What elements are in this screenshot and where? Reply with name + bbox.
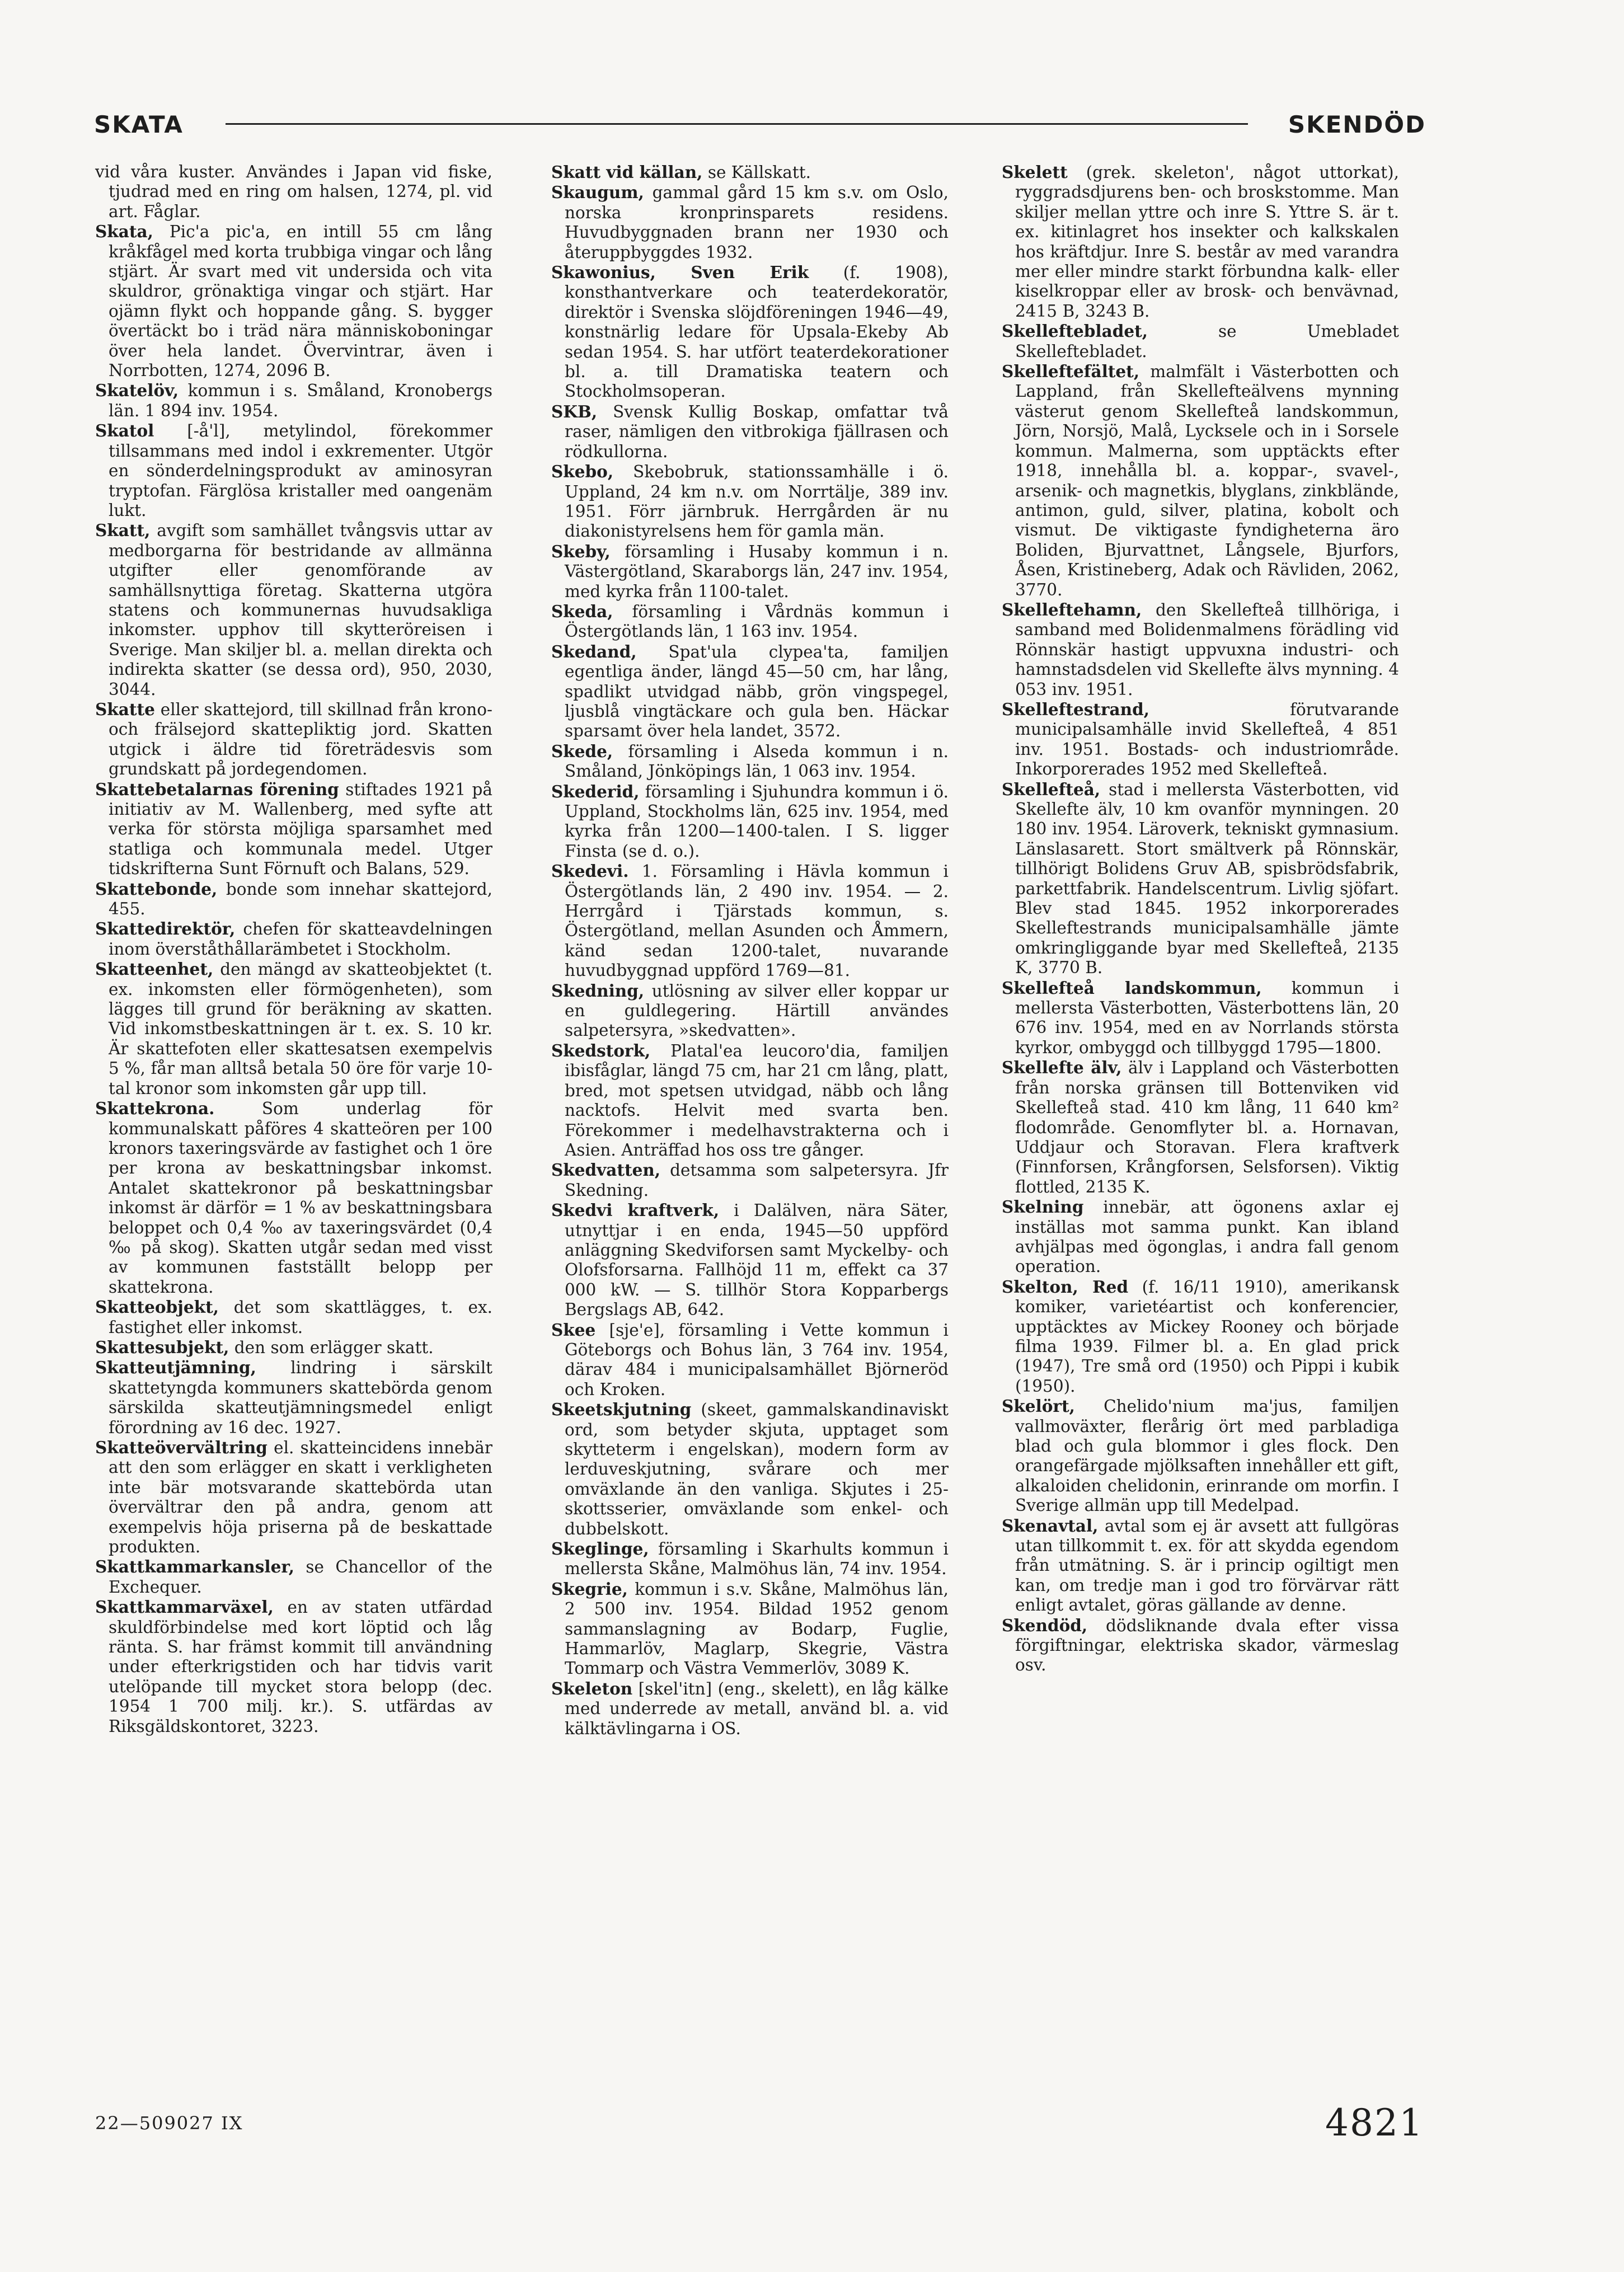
entry-text: [sje'e], församling i Vette kommun i Göteborgs och Bohus län, 3 764 inv. 1954, därav 484 i municipalsamhället Björneröd och Kroken. [565, 1320, 949, 1399]
entry-text: älv i Lappland och Västerbotten från norska gränsen till Bottenviken vid Skellefteå stad. 410 km lång, 11 640 km² flodområde. Genomflyter bl. a. Hornavan, Uddjaur och Storavan. Flera kraftverk (Finnforsen, Krångforsen, Selsforsen). Viktig flottled, 2135 K. [1015, 1058, 1399, 1196]
dictionary-entry [95, 520, 492, 700]
entry-headword: Skendöd, [1002, 1615, 1088, 1635]
entry-text: stiftades 1921 på initiativ av M. Wallenberg, med syfte att verka för största möjliga sparsamhet med statliga och kommunala medel. Utger tidskrifterna Sunt Förnuft och Balans, 529. [109, 780, 492, 879]
entry-headword: Skedvatten, [551, 1160, 661, 1180]
dictionary-entry [551, 642, 949, 741]
entry-headword: Skatteövervältring [95, 1438, 267, 1457]
entry-text: Svensk Kullig Boskap, omfattar två raser, nämligen den vitbrokiga fjällrasen och rödkullorna. [565, 402, 949, 461]
dictionary-entry [551, 981, 949, 1041]
entry-headword: Skelleftestrand, [1002, 699, 1150, 719]
dictionary-entry [1002, 362, 1399, 600]
entry-text: församling i Skarhults kommun i mellersta Skåne, Malmöhus län, 74 inv. 1954. [565, 1539, 949, 1579]
entry-headword: Skeglinge, [551, 1539, 649, 1559]
entry-text: [skel'itn] (eng., skelett), en låg kälke med underrede av metall, använd bl. a. vid kälktävlingarna i OS. [565, 1679, 949, 1738]
dictionary-entry [1002, 1197, 1399, 1277]
dictionary-entry [1002, 600, 1399, 700]
dictionary-entry [95, 700, 492, 780]
entry-text: eller skattejord, till skillnad från krono- och frälsejord skattepliktig jord. Skatten utgick i äldre tid företrädesvis som grundskatt på jordegendomen. [109, 700, 492, 779]
entry-headword: SKB, [551, 401, 598, 421]
entry-text: församling i Sjuhundra kommun i ö. Uppland, Stockholms län, 625 inv. 1954, med kyrka från 1200—1400-talen. I S. ligger Finsta (se d. o.). [565, 782, 949, 861]
entry-text: kommun i s.v. Skåne, Malmöhus län, 2 500 inv. 1954. Bildad 1952 genom sammanslagning av Bodarp, Fuglie, Hammarlöv, Maglarp, Skegrie, Västra Tommarp och Västra Vemmerlöv, 3089 K. [565, 1579, 949, 1678]
entry-text: Skebobruk, stationssamhälle i ö. Uppland, 24 km n.v. om Norrtälje, 389 inv. 1951. Förr järnbruk. Herrgården är nu diakonistyrelsens hem för gamla män. [565, 462, 949, 541]
entry-headword: Skedvi kraftverk, [551, 1200, 720, 1221]
entry-headword: Skeleton [551, 1678, 633, 1698]
entry-headword: Skellefte älv, [1002, 1058, 1122, 1078]
entry-text: det som skattlägges, t. ex. fastighet eller inkomst. [109, 1298, 492, 1337]
dictionary-entry [95, 421, 492, 520]
dictionary-entry [95, 780, 492, 879]
entry-headword: Skattedirektör, [95, 919, 236, 939]
dictionary-entry [1002, 1516, 1399, 1616]
dictionary-entry [95, 959, 492, 1099]
entry-headword: Skeby, [551, 541, 611, 561]
entry-text: den mängd av skatteobjektet (t. ex. inkomsten eller förmögenheten), som lägges till grund för beräkning av skatten. Vid inkomstbeskattningen är t. ex. S. 10 kr. Är skattefoten eller skattesatsen exempelvis 5 %, får man alltså betala 50 öre för varje 10-tal kronor som inkomsten går upp till. [109, 960, 492, 1098]
dictionary-entry [551, 741, 949, 782]
entry-headword: Skatteutjämning, [95, 1358, 256, 1378]
entry-headword: Skee [551, 1320, 596, 1340]
dictionary-entry [95, 1099, 492, 1297]
entry-text: kommun i mellersta Västerbotten, Västerbottens län, 20 676 inv. 1954, med en av Norrlands största kyrkor, ombyggd och tillbyggd 1795—1800. [1015, 978, 1399, 1057]
dictionary-entry [1002, 1616, 1399, 1675]
entry-headword: Skedstork, [551, 1040, 651, 1060]
dictionary-entry [95, 1597, 492, 1736]
entry-headword: Skedning, [551, 980, 645, 1001]
entry-text: församling i Husaby kommun i n. Västergötland, Skaraborgs län, 247 inv. 1954, med kyrka från 1100-talet. [565, 542, 949, 601]
dictionary-entry [551, 1579, 949, 1679]
entry-headword: Skatt, [95, 520, 151, 541]
entry-text: (f. 1908), konsthantverkare och teaterdekoratör, direktör i Svenska slöjdföreningen 1946—49, konstnärlig ledare för Upsala-Ekeby Ab sedan 1954. S. har utfört teaterdekorationer bl. a. till Dramatiska teatern och Stockholmsoperan. [565, 263, 949, 401]
entry-headword: Skeetskjutning [551, 1400, 692, 1420]
entry-text: Som underlag för kommunalskatt påföres 4 skatteören per 100 kronors taxeringsvärde av fastighet och 1 öre per krona av beskattningsbar inkomst. Antalet skattekronor på beskattningsbar inkomst är därför = 1 % av beskattningsbara beloppet och 0,4 ‰ av taxeringsvärdet (0,4 ‰ på skog). Skatten utgår sedan med visst av kommunen fastställt belopp per skattekrona. [109, 1099, 492, 1297]
entry-text: Platal'ea leucoro'dia, familjen ibisfåglar, längd 75 cm, har 21 cm lång, platt, bred, mot spetsen utvidgad, näbb och lång nacktofs. Helvit med svarta ben. Förekommer i medelhavstrakterna och i Asien. Anträffad hos oss tre gånger. [565, 1041, 949, 1160]
dictionary-entry [95, 381, 492, 421]
entry-text: se Chancellor of the Exchequer. [109, 1557, 492, 1597]
entry-headword: Skegrie, [551, 1579, 628, 1599]
entry-text: vid våra kuster. Användes i Japan vid fiske, tjudrad med en ring om halsen, 1274, pl. vid art. Fåglar. [95, 162, 492, 221]
entry-text: se Källskatt. [702, 163, 811, 182]
entry-text: chefen för skatteavdelningen inom överståthållarämbetet i Stockholm. [109, 919, 492, 959]
dictionary-entry [551, 1200, 949, 1320]
header-first-word: SKATA [94, 111, 184, 138]
entry-text: en av staten utfärdad skuldförbindelse med kort löptid och låg ränta. S. har främst kommit till användning under efterkrigstiden och har tidvis varit utelöpande till mycket stora belopp (dec. 1954 1 700 milj. kr.). S. utfärdas av Riksgäldskontoret, 3223. [109, 1598, 492, 1736]
entry-headword: Skattesubjekt, [95, 1337, 229, 1357]
entry-headword: Skede, [551, 741, 613, 761]
entry-headword: Skata, [95, 222, 153, 242]
entry-text: kommun i s. Småland, Kronobergs län. 1 894 inv. 1954. [109, 381, 492, 420]
entry-text: innebär, att ögonens axlar ej inställas mot samma punkt. Kan ibland avhjälpas med ögonglas, i andra fall genom operation. [1015, 1198, 1399, 1276]
entry-text: avtal som ej är avsett att fullgöras utan tillkommit t. ex. för att skydda egendom från utmätning. S. är i princip ogiltigt men kan, om tredje man i god tro förvärvar rätt enligt avtalet, göras gällande av denne. [1015, 1516, 1399, 1615]
entry-headword: Skedand, [551, 641, 637, 661]
dictionary-entry [551, 542, 949, 602]
entry-text: lindring i särskilt skattetyngda kommuners skattebörda genom särskilda skatteutjämningsmedel enligt förordning av 16 dec. 1927. [109, 1358, 492, 1437]
dictionary-entry [551, 162, 949, 182]
entry-headword: Skawonius, Sven Erik [551, 262, 809, 283]
dictionary-entry [1002, 700, 1399, 780]
dictionary-entry [95, 1337, 492, 1358]
entry-text: dödsliknande dvala efter vissa förgiftningar, elektriska skador, värmeslag osv. [1015, 1616, 1399, 1675]
entry-text: (f. 16/11 1910), amerikansk komiker, varietéartist och konferencier, upptäcktes av Mickey Rooney och började filma 1939. Filmer bl. a. En glad prick (1947), Tre små ord (1950) och Pippi i kubik (1950). [1015, 1277, 1399, 1396]
text-column-2 [551, 162, 949, 1739]
dictionary-entry [551, 182, 949, 262]
dictionary-entry [551, 782, 949, 862]
entry-text: den som erlägger skatt. [229, 1337, 434, 1357]
entry-text: församling i Alseda kommun i n. Småland, Jönköpings län, 1 063 inv. 1954. [565, 741, 949, 781]
entry-headword: Skattebetalarnas förening [95, 779, 339, 799]
entry-headword: Skederid, [551, 781, 640, 801]
entry-text: Spat'ula clypea'ta, familjen egentliga änder, längd 45—50 cm, har lång, spadlikt utvidgad näbb, grön vingspegel, ljusblå vingtäckare och gula ben. Häckar sparsamt över hela landet, 3572. [565, 642, 949, 741]
entry-headword: Skelton, Red [1002, 1276, 1129, 1297]
entry-text: Chelido'nium ma'jus, familjen vallmoväxter, flerårig ört med parbladiga blad och gula blommor i gles flock. Den orangefärgade mjölksaften innehåller ett gift, alkaloiden chelidonin, erinrande om morfin. I Sverige allmän upp till Medelpad. [1015, 1397, 1399, 1515]
dictionary-entry [95, 1297, 492, 1337]
printer-signature: 22—509027 IX [95, 2113, 243, 2134]
entry-text: [-å'l], metylindol, förekommer tillsammans med indol i exkrementer. Utgör en sönderdelningsprodukt av aminosyran tryptofan. Färglösa kristaller med oangenäm lukt. [109, 421, 492, 520]
entry-headword: Skelleftehamn, [1002, 599, 1142, 619]
dictionary-entry [95, 1438, 492, 1557]
dictionary-entry [1002, 780, 1399, 978]
dictionary-entry [551, 1160, 949, 1200]
header-last-word: SKENDÖD [1288, 111, 1426, 138]
entry-text: Pic'a pic'a, en intill 55 cm lång kråkfågel med korta trubbiga vingar och lång stjärt. Är svart med vit undersida och vita skuldror, grönaktiga vingar och stjärt. Har ojämn flykt och hoppande gång. S. bygger övertäckt bo i träd nära människoboningar över hela landet. Övervintrar, även i Norrbotten, 1274, 2096 B. [109, 222, 492, 381]
page-number: 4821 [1325, 2101, 1424, 2144]
entry-text: malmfält i Västerbotten och Lappland, från Skellefteälvens mynning västerut genom Skellefteå landskommun, Jörn, Norsjö, Malå, Lycksele och in i Sorsele kommun. Malmerna, som upptäckts efter 1918, innehålla bl. a. koppar-, svavel-, arsenik- och magnetkis, blyglans, zinkblände, antimon, guld, silver, platina, kobolt och vismut. De viktigaste fyndigheterna äro Boliden, Bjurvattnet, Långsele, Bjurfors, Åsen, Kristineberg, Adak och Rävliden, 2062, 3770. [1015, 362, 1399, 599]
entry-text: församling i Vårdnäs kommun i Östergötlands län, 1 163 inv. 1954. [565, 602, 949, 641]
entry-text: den Skellefteå tillhöriga, i samband med Bolidenmalmens förädling vid Rönnskär hastigt uppvuxna industri- och hamnstadsdelen vid Skellefte älvs mynning. 4 053 inv. 1951. [1015, 600, 1399, 699]
entry-headword: Skaugum, [551, 182, 644, 203]
dictionary-entry [1002, 978, 1399, 1058]
entry-headword: Skatelöv, [95, 381, 179, 401]
dictionary-entry [551, 861, 949, 980]
entry-headword: Skattkammarväxel, [95, 1597, 274, 1617]
entry-headword: Skedevi. [551, 861, 629, 881]
entry-headword: Skattekrona. [95, 1099, 215, 1119]
dictionary-entry [95, 919, 492, 959]
dictionary-entry [551, 1400, 949, 1539]
entry-text: utlösning av silver eller koppar ur en guldlegering. Härtill användes salpetersyra, »skedvatten». [565, 981, 949, 1040]
entry-text: 1. Församling i Hävla kommun i Östergötlands län, 2 490 inv. 1954. — 2. Herrgård i Tjärstads kommun, s. Östergötland, mellan Asunden och Åmmern, känd sedan 1200-talet, nuvarande huvudbyggnad uppförd 1769—81. [565, 862, 949, 980]
entry-headword: Skellefteå, [1002, 779, 1101, 799]
entry-text: bonde som innehar skattejord, 455. [109, 879, 492, 919]
entry-headword: Skellefteå landskommun, [1002, 978, 1262, 998]
dictionary-entry [95, 162, 492, 222]
dictionary-entry [551, 402, 949, 462]
entry-headword: Skatteobjekt, [95, 1297, 219, 1317]
text-column-1 [95, 162, 492, 1736]
entry-text: el. skatteincidens innebär att den som erlägger en skatt i verkligheten inte bär motsvarande skattebörda utan övervältrar den på andra, genom att exempelvis höja priserna på de beskattade produkten. [109, 1438, 492, 1557]
entry-headword: Skelning [1002, 1197, 1084, 1217]
entry-text: i Dalälven, nära Säter, utnyttjar i en enda, 1945—50 uppförd anläggning Skedviforsen samt Myckelby- och Olofsforsarna. Fallhöjd 11 m, effekt ca 37 000 kW. — S. tillhör Stora Kopparbergs Bergslags AB, 642. [565, 1201, 949, 1320]
dictionary-entry [551, 1679, 949, 1739]
entry-text: (skeet, gammalskandinaviskt ord, som betyder skjuta, upptaget som skytteterm i engelskan), modern form av lerduveskjutning, svårare och mer omväxlande än den vanliga. Skjutes i 25-skottsserier, omväxlande som enkel- och dubbelskott. [565, 1400, 949, 1538]
text-column-3 [1002, 162, 1399, 1675]
entry-text: gammal gård 15 km s.v. om Oslo, norska kronprinsparets residens. Huvudbyggnaden brann ner 1930 och återuppbyggdes 1932. [565, 183, 949, 262]
entry-headword: Skelört, [1002, 1396, 1075, 1416]
dictionary-entry [551, 462, 949, 542]
dictionary-entry [1002, 1396, 1399, 1515]
entry-headword: Skelett [1002, 162, 1068, 182]
dictionary-entry [1002, 162, 1399, 321]
entry-headword: Skatteenhet, [95, 959, 214, 979]
entry-headword: Skebo, [551, 462, 614, 482]
dictionary-entry [551, 602, 949, 642]
dictionary-entry [95, 222, 492, 381]
entry-text: avgift som samhället tvångsvis uttar av medborgarna för bestridande av allmänna utgifter eller genomförande av samhällsnyttiga företag. Skatterna utgöra statens och kommunernas huvudsakliga inkomster. upphov till skytteröreisen i Sverige. Man skiljer bl. a. mellan direkta och indirekta skatter (se dessa ord), 950, 2030, 3044. [109, 521, 492, 699]
entry-text: (grek. skeleton', något uttorkat), ryggradsdjurens ben- och broskstomme. Man skiljer mellan yttre och inre S. Yttre S. är t. ex. kitinlagret hos insekter och kalkskalen hos kräftdjur. Inre S. består av med varandra mer eller mindre starkt förbundna kalk- eller kiselkroppar eller av brosk- och benvävnad, 2415 B, 3243 B. [1015, 163, 1399, 321]
entry-headword: Skatol [95, 421, 154, 441]
dictionary-entry [1002, 1277, 1399, 1396]
dictionary-entry [551, 1041, 949, 1160]
entry-headword: Skattebonde, [95, 879, 218, 899]
entry-text: se Umebladet Skelleftebladet. [1015, 322, 1399, 361]
dictionary-entry [551, 262, 949, 402]
entry-text: detsamma som salpetersyra. Jfr Skedning. [565, 1161, 949, 1200]
entry-headword: Skenavtal, [1002, 1515, 1099, 1536]
entry-headword: Skelleftebladet, [1002, 321, 1148, 341]
dictionary-entry [95, 1358, 492, 1438]
dictionary-entry [95, 1557, 492, 1597]
entry-text: förutvarande municipalsamhälle invid Skellefteå, 4 851 inv. 1951. Bostads- och industriområde. Inkorporerades 1952 med Skellefteå. [1015, 700, 1399, 779]
entry-text: stad i mellersta Västerbotten, vid Skellefte älv, 10 km ovanför mynningen. 20 180 inv. 1954. Läroverk, tekniskt gymnasium. Länslasarett. Stort smältverk på Rönnskär, tillhörigt Bolidens Gruv AB, spisbrödsfabrik, parkettfabrik. Handelscentrum. Livlig sjöfart. Blev stad 1845. 1952 inkorporerades Skelleftestrands municipalsamhälle jämte omkringliggande byar med Skellefteå, 2135 K, 3770 B. [1015, 780, 1399, 978]
dictionary-entry [551, 1539, 949, 1579]
entry-headword: Skeda, [551, 601, 613, 621]
entry-headword: Skatte [95, 699, 155, 719]
entry-headword: Skattkammarkansler, [95, 1557, 295, 1577]
dictionary-entry [1002, 321, 1399, 362]
dictionary-entry [1002, 1058, 1399, 1197]
dictionary-entry [551, 1320, 949, 1400]
entry-headword: Skatt vid källan, [551, 162, 703, 182]
dictionary-entry [95, 879, 492, 919]
entry-headword: Skelleftefältet, [1002, 362, 1140, 382]
header-rule [226, 123, 1248, 125]
running-header [94, 106, 1426, 145]
